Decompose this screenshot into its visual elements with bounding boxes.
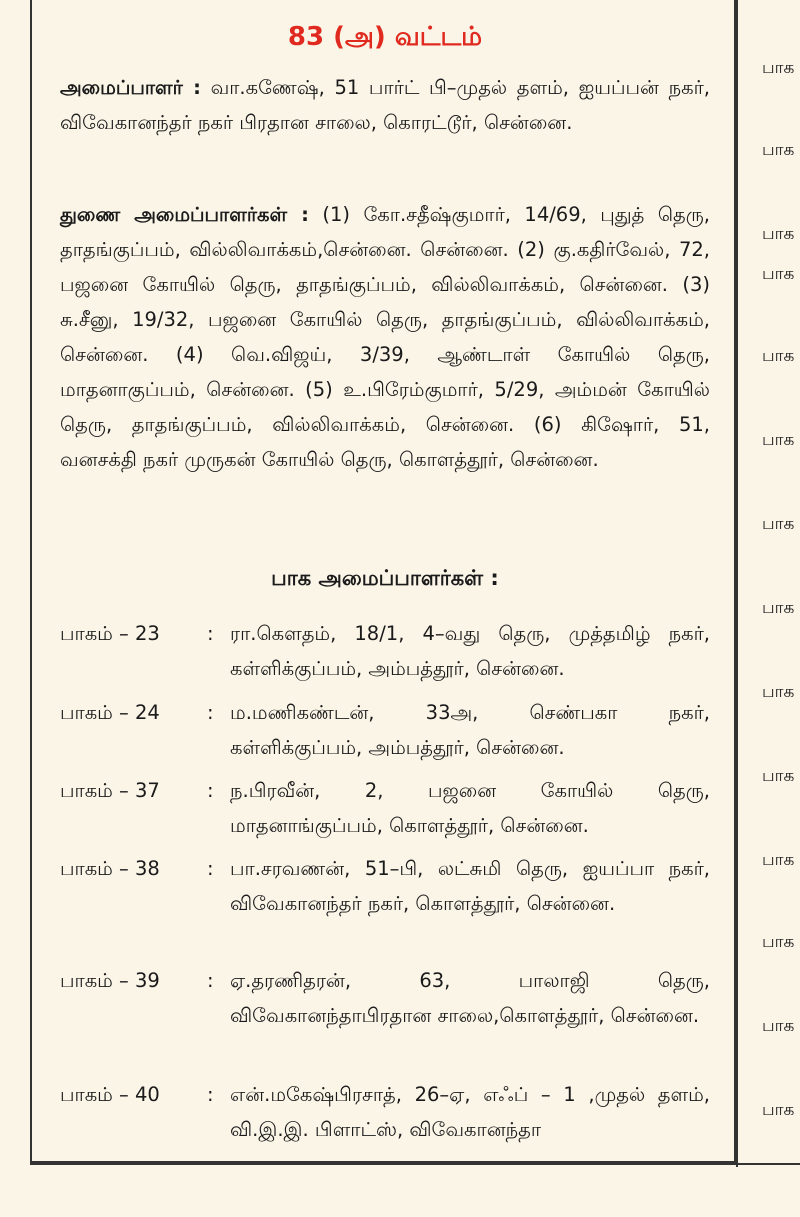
side-column-label: பாக: [762, 514, 795, 534]
organizer-label: அமைப்பாளர் :: [60, 76, 201, 99]
booth-entry: [60, 851, 720, 921]
booth-colon: :: [207, 1083, 214, 1106]
deputy-text: (1) கோ.சதீஷ்குமார், 14/69, புதுத் தெரு, தாதங்குப்பம், வில்லிவாக்கம்,சென்னை. சென்னை. (2) கு.கதிர்வேல், 72, பஜனை கோயில் தெரு, தாதங்குப்பம், வில்லிவாக்கம், சென்னை. (3) சு.சீனு, 19/32, பஜனை கோயில் தெரு, தாதங்குப்பம், வில்லிவாக்கம், சென்னை. (4) வெ.விஜய், 3/39, ஆண்டாள் கோயில் தெரு, மாதனாகுப்பம், சென்னை. (5) உ.பிரேம்குமார், 5/29, அம்மன் கோயில் தெரு, தாதங்குப்பம், வில்லிவாக்கம், சென்னை. (6) கிஷோர், 51, வனசக்தி நகர் முருகன் கோயில் தெரு, கொளத்தூர், சென்னை.: [60, 203, 710, 471]
side-column-label: பாக: [762, 932, 795, 952]
side-column-label: பாக: [762, 598, 795, 618]
organizer-text: வா.கணேஷ், 51 பார்ட் பி–முதல் தளம், ஐயப்பன் நகர், விவேகானந்தர் நகர் பிரதான சாலை, கொரட்டூர், சென்னை.: [60, 76, 710, 134]
side-column-label: பாக: [762, 1016, 795, 1036]
booth-address: ந.பிரவீன், 2, பஜனை கோயில் தெரு, மாதனாங்குப்பம், கொளத்தூர், சென்னை.: [230, 779, 710, 837]
booth-heading: பாக அமைப்பாளர்கள் :: [271, 566, 499, 590]
booth-label: பாகம் – 38: [60, 857, 160, 880]
booth-address: என்.மகேஷ்பிரசாத், 26–ஏ, எஃப் – 1 ,முதல் தளம், வி.இ.இ. பிளாட்ஸ், விவேகானந்தா: [230, 1083, 710, 1141]
booth-label: பாகம் – 24: [60, 701, 160, 724]
side-column-label: பாக: [762, 1100, 795, 1120]
side-column-label: பாக: [762, 346, 795, 366]
side-column-label: பாக: [762, 264, 795, 284]
booth-address: ம.மணிகண்டன், 33அ, செண்பகா நகர், கள்ளிக்குப்பம், அம்பத்தூர், சென்னை.: [230, 701, 710, 759]
booth-colon: :: [207, 857, 214, 880]
deputy-label: துணை அமைப்பாளர்கள் :: [60, 203, 309, 226]
booth-colon: :: [207, 622, 214, 645]
side-column-label: பாக: [762, 766, 795, 786]
booth-entry: [60, 1077, 720, 1147]
booth-label: பாகம் – 23: [60, 622, 160, 645]
organizer-paragraph: [60, 70, 710, 140]
side-column-label: பாக: [762, 224, 795, 244]
side-column-label: பாக: [762, 682, 795, 702]
booth-colon: :: [207, 701, 214, 724]
booth-entry: [60, 616, 720, 686]
side-column-label: பாக: [762, 58, 795, 78]
side-column-label: பாக: [762, 430, 795, 450]
bottom-divider: [30, 1163, 800, 1165]
side-column-label: பாக: [762, 850, 795, 870]
booth-colon: :: [207, 969, 214, 992]
booth-label: பாகம் – 39: [60, 969, 160, 992]
booth-address: ஏ.தரணிதரன், 63, பாலாஜி தெரு, விவேகானந்தாபிரதான சாலை,கொளத்தூர், சென்னை.: [230, 969, 710, 1027]
booth-label: பாகம் – 40: [60, 1083, 160, 1106]
booth-address: ரா.கௌதம், 18/1, 4–வது தெரு, முத்தமிழ் நகர், கள்ளிக்குப்பம், அம்பத்தூர், சென்னை.: [230, 622, 710, 680]
booth-entry: [60, 963, 720, 1033]
booth-entry: [60, 695, 720, 765]
booth-address: பா.சரவணன், 51–பி, லட்சுமி தெரு, ஐயப்பா நகர், விவேகானந்தர் நகர், கொளத்தூர், சென்னை.: [230, 857, 710, 915]
ward-title: 83 (அ) வட்டம்: [287, 22, 483, 52]
booth-label: பாகம் – 37: [60, 779, 160, 802]
deputy-paragraph: [60, 197, 710, 477]
side-column-label: பாக: [762, 140, 795, 160]
booth-colon: :: [207, 779, 214, 802]
booth-entry: [60, 773, 720, 843]
